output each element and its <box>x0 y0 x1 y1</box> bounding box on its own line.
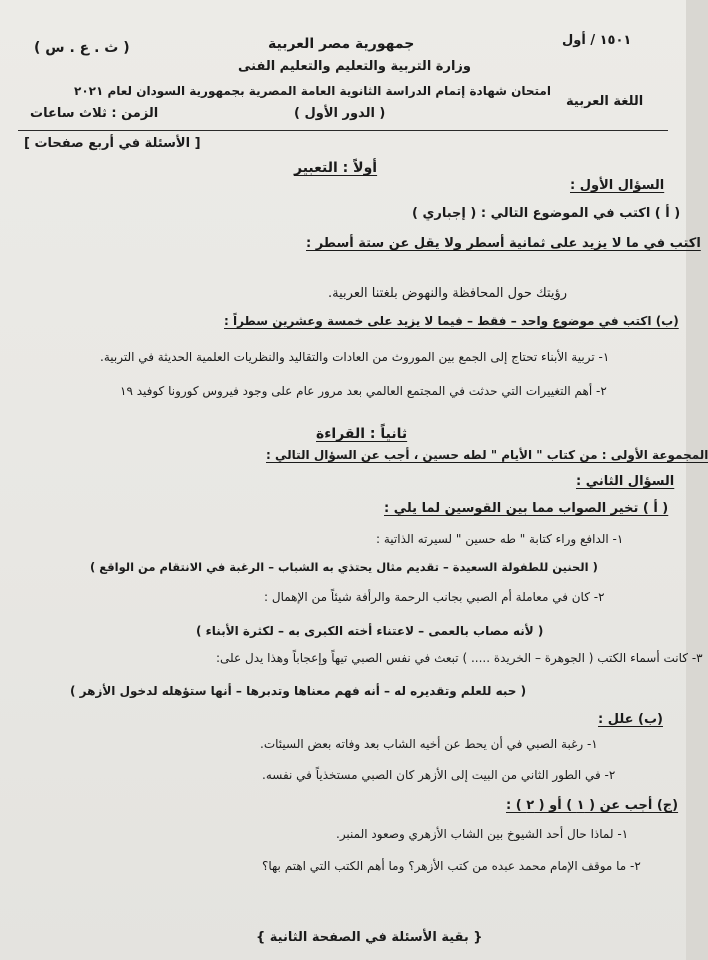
country-name: جمهورية مصر العربية <box>268 36 415 52</box>
header-divider <box>18 130 668 131</box>
q2-part-c-label: (ج) أجب عن ( ١ ) أو ( ٢ ) : <box>506 798 679 813</box>
subject-name: اللغة العربية <box>566 94 644 109</box>
exam-round: ( الدور الأول ) <box>294 106 386 121</box>
q2-a-item-2: ٢- كان في معاملة أم الصبي بجانب الرحمة والرأفة شيئاً من الإهمال : <box>264 590 605 604</box>
q2-c-item-2: ٢- ما موقف الإمام محمد عبده من كتب الأزهر؟ وما أهم الكتب التي اهتم بها؟ <box>262 859 641 873</box>
section-expression-title: أولاً : التعبير <box>294 160 378 176</box>
branch-code: ( ث . ع . س ) <box>34 40 130 56</box>
section-reading-title: ثانياً : القراءة <box>316 426 408 442</box>
question-2-label: السؤال الثاني : <box>576 474 675 489</box>
ministry-name: وزارة التربية والتعليم والتعليم الفنى <box>238 59 471 74</box>
q2-c-item-1: ١- لماذا حال أحد الشيوخ بين الشاب الأزهري وصعود المنبر. <box>336 827 629 841</box>
q2-a-item-2-options: ( لأنه مصاب بالعمى – لاعتناء أخته الكبرى به – لكثرة الأبناء ) <box>196 624 544 638</box>
question-1-label: السؤال الأول : <box>570 178 665 193</box>
q1-part-b-topic-2: ٢- أهم التغييرات التي حدثت في المجتمع العالمي بعد مرور عام على وجود فيروس كورونا كوفيد ١٩ <box>120 384 607 398</box>
q1-part-b-label: (ب) اكتب في موضوع واحد – فقط – فيما لا يزيد على خمسة وعشرين سطراً : <box>224 314 679 328</box>
exam-title: امتحان شهادة إتمام الدراسة الثانوية العامة المصرية بجمهورية السودان لعام ٢٠٢١ <box>74 84 551 98</box>
q2-a-item-3: ٣- كانت أسماء الكتب ( الجوهرة – الخريدة ..... ) تبعث في نفس الصبي تيهاً وإعجاباً وهذا يدل على: <box>216 651 703 665</box>
q2-b-item-1: ١- رغبة الصبي في أن يحط عن أخيه الشاب بعد وفاته بعض السيئات. <box>260 737 598 751</box>
q2-a-item-1-options: ( الحنين للطفولة السعيدة – تقديم مثال يحتذي به الشباب – الرغبة في الانتقام من الواقع ) <box>90 560 598 574</box>
q2-part-b-label: (ب) علل : <box>598 712 663 727</box>
q2-a-item-3-options: ( حبه للعلم وتقديره له – أنه فهم معناها وتدبرها – أنها ستؤهله لدخول الأزهر ) <box>70 684 527 698</box>
group-1-heading: المجموعة الأولى : من كتاب " الأيام " لطه حسين ، أجب عن السؤال التالي : <box>266 448 708 462</box>
q1-part-a-topic: رؤيتك حول المحافظة والنهوض بلغتنا العربية. <box>328 286 568 301</box>
q2-part-a-label: ( أ ) تخير الصواب مما بين القوسين لما يلي : <box>384 501 669 516</box>
q1-part-a-instruction: اكتب في ما لا يزيد على ثمانية أسطر ولا يقل عن ستة أسطر : <box>306 236 701 251</box>
q1-part-b-topic-1: ١- تربية الأبناء تحتاج إلى الجمع بين الموروث من العادات والتقاليد والنظريات العلمية الحديثة في التربية. <box>100 350 610 364</box>
exam-code: ١٥٠١ / أول <box>562 33 632 48</box>
pages-note: [ الأسئلة في أربع صفحات ] <box>24 136 201 151</box>
q2-b-item-2: ٢- في الطور الثاني من البيت إلى الأزهر كان الصبي مستخذياً في نفسه. <box>262 768 616 782</box>
q2-a-item-1: ١- الدافع وراء كتابة " طه حسين " لسيرته الذاتية : <box>376 532 624 546</box>
footer-note: { بقية الأسئلة في الصفحة الثانية } <box>256 930 483 945</box>
exam-time: الزمن : ثلاث ساعات <box>30 106 159 121</box>
q1-part-a-label: ( أ ) اكتب في الموضوع التالي : ( إجباري ) <box>412 206 681 221</box>
